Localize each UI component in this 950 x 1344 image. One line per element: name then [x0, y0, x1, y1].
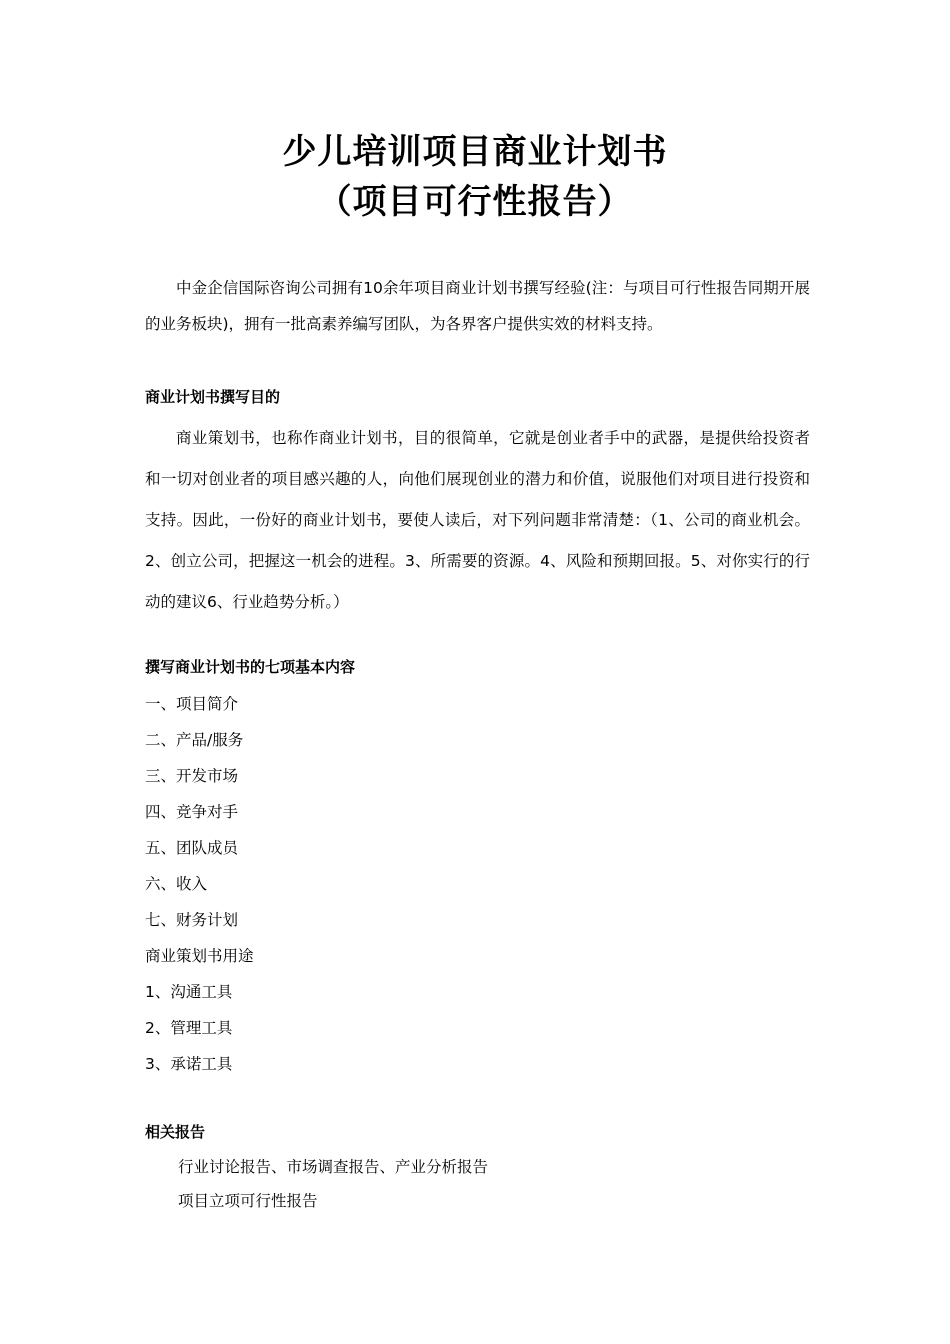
document-title: 少儿培训项目商业计划书	[282, 132, 668, 172]
list-item: 一、项目简介	[145, 695, 239, 713]
intro-paragraph: 中金企信国际咨询公司拥有10余年项目商业计划书撰写经验(注：与项目可行性报告同期开展的业务板块)，拥有一批高素养编写团队，为各界客户提供实效的材料支持。	[145, 279, 810, 333]
list-item: 项目立项可行性报告	[178, 1192, 318, 1210]
purpose-paragraph: 商业策划书，也称作商业计划书，目的很简单，它就是创业者手中的武器，是提供给投资者和一切对创业者的项目感兴趣的人，向他们展现创业的潜力和价值，说服他们对项目进行投资和支持。因此，一份好的商业计划书，要使人读后，对下列问题非常清楚：（1、公司的商业机会。2、创立公司，把握这一机会的进程。3、所需要的资源。4、风险和预期回报。5、对你实行的行动的建议6、行业趋势分析。）	[145, 429, 810, 611]
contents-heading: 撰写商业计划书的七项基本内容	[145, 658, 356, 676]
list-item: 1、沟通工具	[145, 983, 233, 1001]
list-item: 三、开发市场	[145, 767, 239, 785]
list-item: 二、产品/服务	[145, 731, 244, 749]
purpose-heading: 商业计划书撰写目的	[145, 388, 281, 406]
list-item: 四、竞争对手	[145, 803, 239, 821]
related-heading: 相关报告	[145, 1123, 206, 1141]
list-item: 3、承诺工具	[145, 1055, 233, 1073]
related-list	[178, 1153, 488, 1221]
list-item: 2、管理工具	[145, 1019, 233, 1037]
contents-list	[145, 690, 254, 1086]
list-item: 五、团队成员	[145, 839, 239, 857]
document-subtitle: （项目可行性报告）	[317, 182, 633, 222]
list-item: 行业讨论报告、市场调查报告、产业分析报告	[178, 1158, 489, 1176]
list-item: 六、收入	[145, 875, 208, 893]
list-item: 七、财务计划	[145, 911, 239, 929]
list-item: 商业策划书用途	[145, 947, 254, 965]
